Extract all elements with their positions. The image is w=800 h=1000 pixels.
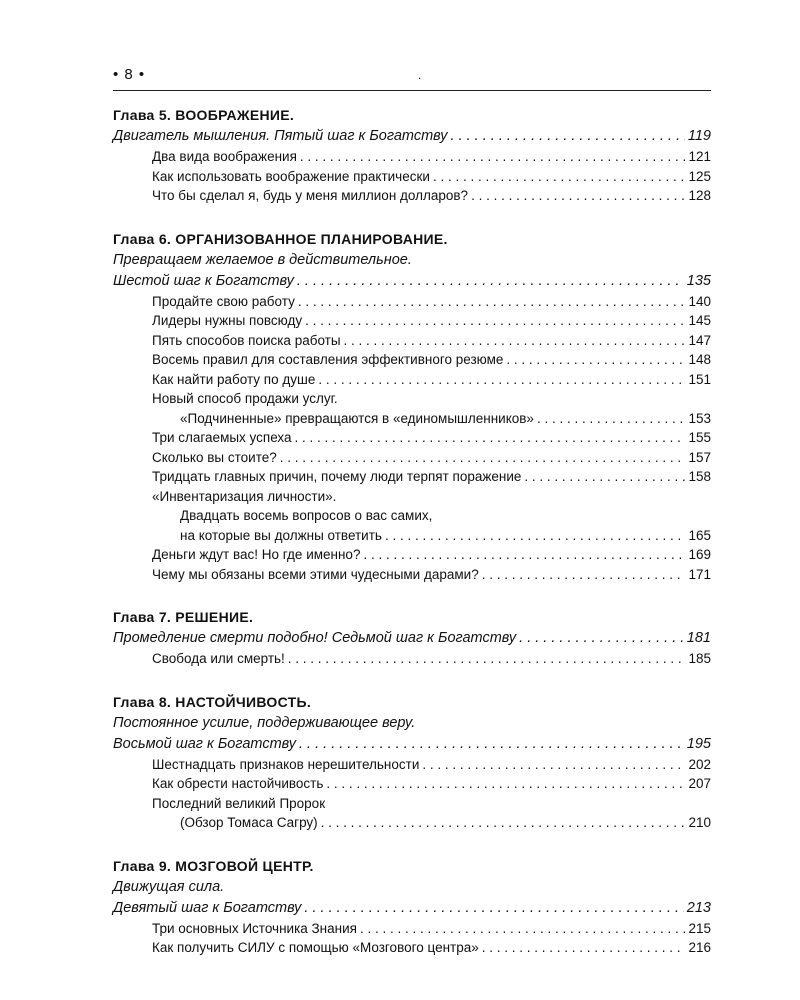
toc-entry-title: «Подчиненные» превращаются в «единомышленников» — [180, 410, 534, 426]
toc-entry[interactable] — [113, 448, 711, 468]
toc-entry-page: 147 — [688, 332, 711, 348]
toc-entry-title: Двигатель мышления. Пятый шаг к Богатству — [113, 128, 448, 144]
toc-entry-title: Тридцать главных причин, почему люди терпят поражение — [152, 469, 522, 484]
toc-entry-page: 210 — [688, 815, 711, 830]
toc-entry-page: 153 — [688, 410, 711, 426]
toc-entry-text: Новый способ продажи услуг. — [152, 391, 338, 406]
toc-entry-title: Промедление смерти подобно! Седьмой шаг к Богатству — [113, 630, 517, 646]
toc-entry[interactable] — [113, 292, 711, 312]
toc-entry-title: Свобода или смерть! — [152, 651, 285, 666]
toc-entry[interactable] — [113, 350, 711, 370]
chapter-6 — [113, 229, 711, 585]
toc-entry[interactable] — [113, 467, 711, 487]
toc-entry-page: 181 — [686, 630, 711, 646]
leader-dots — [482, 565, 686, 585]
toc-entry[interactable] — [113, 428, 711, 448]
toc-entry[interactable] — [113, 565, 711, 585]
toc-entry-title: Как использовать воображение практически — [152, 168, 430, 184]
chapter-5 — [113, 105, 711, 206]
toc-entry-page: 171 — [688, 566, 711, 582]
toc-entry[interactable] — [113, 938, 711, 958]
toc-entry-page: 135 — [686, 272, 711, 289]
leader-dots — [318, 370, 685, 390]
toc-entry-page: 202 — [688, 756, 711, 772]
leader-dots — [321, 813, 686, 833]
toc-entry[interactable] — [113, 331, 711, 351]
toc-entry-title: Сколько вы стоите? — [152, 449, 277, 465]
leader-dots — [344, 331, 686, 351]
toc-entry[interactable] — [113, 755, 711, 775]
toc-entry-page: 140 — [688, 293, 711, 309]
leader-dots — [482, 938, 686, 958]
toc-entry-title: Пять способов поиска работы — [152, 332, 341, 348]
toc-entry[interactable] — [113, 649, 711, 669]
toc-entry-text: Двадцать восемь вопросов о вас самих, — [180, 508, 433, 523]
toc-entry-title: Девятый шаг к Богатству — [113, 899, 302, 916]
toc-entry-page: 151 — [688, 371, 711, 387]
leader-dots — [300, 147, 686, 167]
chapter-heading: Глава 5. ВООБРАЖЕНИЕ. — [113, 107, 295, 123]
toc-entry-page: 195 — [686, 735, 711, 752]
toc-entry[interactable] — [113, 370, 711, 390]
toc-entry-title: Шестнадцать признаков нерешительности — [152, 756, 420, 772]
toc-entry-page: 165 — [688, 527, 711, 543]
chapter-subtitle: Превращаем желаемое в действительное. — [113, 251, 412, 268]
toc-entry-title: Как получить СИЛУ с помощью «Мозгового центра» — [152, 940, 479, 955]
page-header — [113, 66, 711, 91]
toc-entry-page: 125 — [688, 168, 711, 184]
toc-entry[interactable] — [113, 774, 711, 794]
page-number: • 8 • — [113, 66, 146, 83]
toc-entry-title: Восьмой шаг к Богатству — [113, 735, 296, 752]
toc-entry-page: 169 — [688, 547, 711, 562]
toc-entry-page: 215 — [688, 920, 711, 936]
leader-dots — [297, 271, 684, 292]
toc-entry[interactable] — [113, 628, 711, 649]
toc-entry-text: «Инвентаризация личности». — [152, 488, 337, 504]
toc-entry-page: 128 — [688, 188, 711, 203]
toc-entry[interactable] — [113, 147, 711, 167]
toc-entry-page: 155 — [688, 430, 711, 445]
toc-entry-page: 185 — [688, 651, 711, 666]
toc-entry[interactable] — [113, 526, 711, 546]
leader-dots — [537, 409, 686, 429]
leader-dots — [298, 292, 686, 312]
toc-entry-title: Как найти работу по душе — [152, 371, 316, 387]
leader-dots — [433, 167, 686, 187]
leader-dots — [304, 898, 683, 919]
toc-entry[interactable] — [113, 271, 711, 292]
toc-entry-title: Чему мы обязаны всеми этими чудесными дарами? — [152, 566, 479, 582]
leader-dots — [363, 545, 685, 565]
toc-entry[interactable] — [113, 545, 711, 565]
chapter-heading: Глава 7. РЕШЕНИЕ. — [113, 609, 254, 625]
toc-entry-page: 213 — [686, 899, 711, 916]
chapter-subtitle: Движущая сила. — [113, 878, 225, 895]
toc-entry[interactable] — [113, 186, 711, 206]
toc-entry-title: Что бы сделал я, будь у меня миллион долларов? — [152, 188, 469, 203]
toc-entry-title: на которые вы должны ответить — [180, 527, 382, 543]
toc-entry-page: 148 — [688, 352, 711, 367]
toc-entry[interactable] — [113, 409, 711, 429]
toc-entry-page: 157 — [688, 449, 711, 465]
toc-entry-title: Шестой шаг к Богатству — [113, 272, 294, 289]
toc-entry-page: 216 — [688, 940, 711, 955]
toc-entry-title: Как обрести настойчивость — [152, 776, 324, 791]
leader-dots — [299, 734, 684, 755]
toc-entry[interactable] — [113, 898, 711, 919]
toc-entry-title: (Обзор Томаса Сагру) — [180, 815, 318, 830]
chapter-heading: Глава 9. МОЗГОВОЙ ЦЕНТР. — [113, 857, 314, 874]
toc-entry[interactable] — [113, 734, 711, 755]
chapter-9 — [113, 856, 711, 958]
leader-dots — [295, 428, 686, 448]
leader-dots — [385, 526, 686, 546]
toc-entry[interactable] — [113, 919, 711, 939]
toc-entry-title: Два вида воображения — [152, 149, 297, 164]
table-of-contents — [113, 105, 711, 981]
leader-dots — [524, 467, 685, 487]
chapter-heading: Глава 8. НАСТОЙЧИВОСТЬ. — [113, 693, 312, 710]
toc-entry-text: Последний великий Пророк — [152, 795, 326, 811]
leader-dots — [471, 186, 685, 206]
toc-entry-page: 207 — [688, 776, 711, 791]
leader-dots — [422, 755, 685, 775]
leader-dots — [506, 350, 685, 370]
toc-entry[interactable] — [113, 311, 711, 331]
toc-entry-page: 145 — [688, 313, 711, 328]
chapter-8 — [113, 692, 711, 833]
toc-entry-title: Три основных Источника Знания — [152, 920, 357, 936]
leader-dots — [305, 311, 685, 331]
chapter-7 — [113, 607, 711, 669]
toc-entry-page: 158 — [688, 469, 711, 484]
leader-dots — [326, 774, 685, 794]
header-dot: . — [418, 68, 422, 82]
toc-entry-title: Продайте свою работу — [152, 293, 295, 309]
leader-dots — [451, 126, 685, 147]
chapter-heading: Глава 6. ОРГАНИЗОВАННОЕ ПЛАНИРОВАНИЕ. — [113, 230, 448, 247]
toc-entry-page: 121 — [688, 149, 711, 164]
leader-dots — [360, 919, 686, 939]
toc-entry-title: Деньги ждут вас! Но где именно? — [152, 547, 361, 562]
toc-entry-page: 119 — [687, 128, 711, 144]
toc-entry-title: Три слагаемых успеха — [152, 430, 292, 445]
toc-entry[interactable] — [113, 813, 711, 833]
leader-dots — [288, 649, 686, 669]
toc-entry[interactable] — [113, 126, 711, 147]
toc-entry[interactable] — [113, 167, 711, 187]
toc-entry-title: Лидеры нужны повсюду — [152, 313, 303, 328]
chapter-subtitle: Постоянное усилие, поддерживающее веру. — [113, 714, 416, 731]
leader-dots — [280, 448, 686, 468]
leader-dots — [519, 628, 684, 649]
toc-entry-title: Восемь правил для составления эффективного резюме — [152, 352, 504, 367]
